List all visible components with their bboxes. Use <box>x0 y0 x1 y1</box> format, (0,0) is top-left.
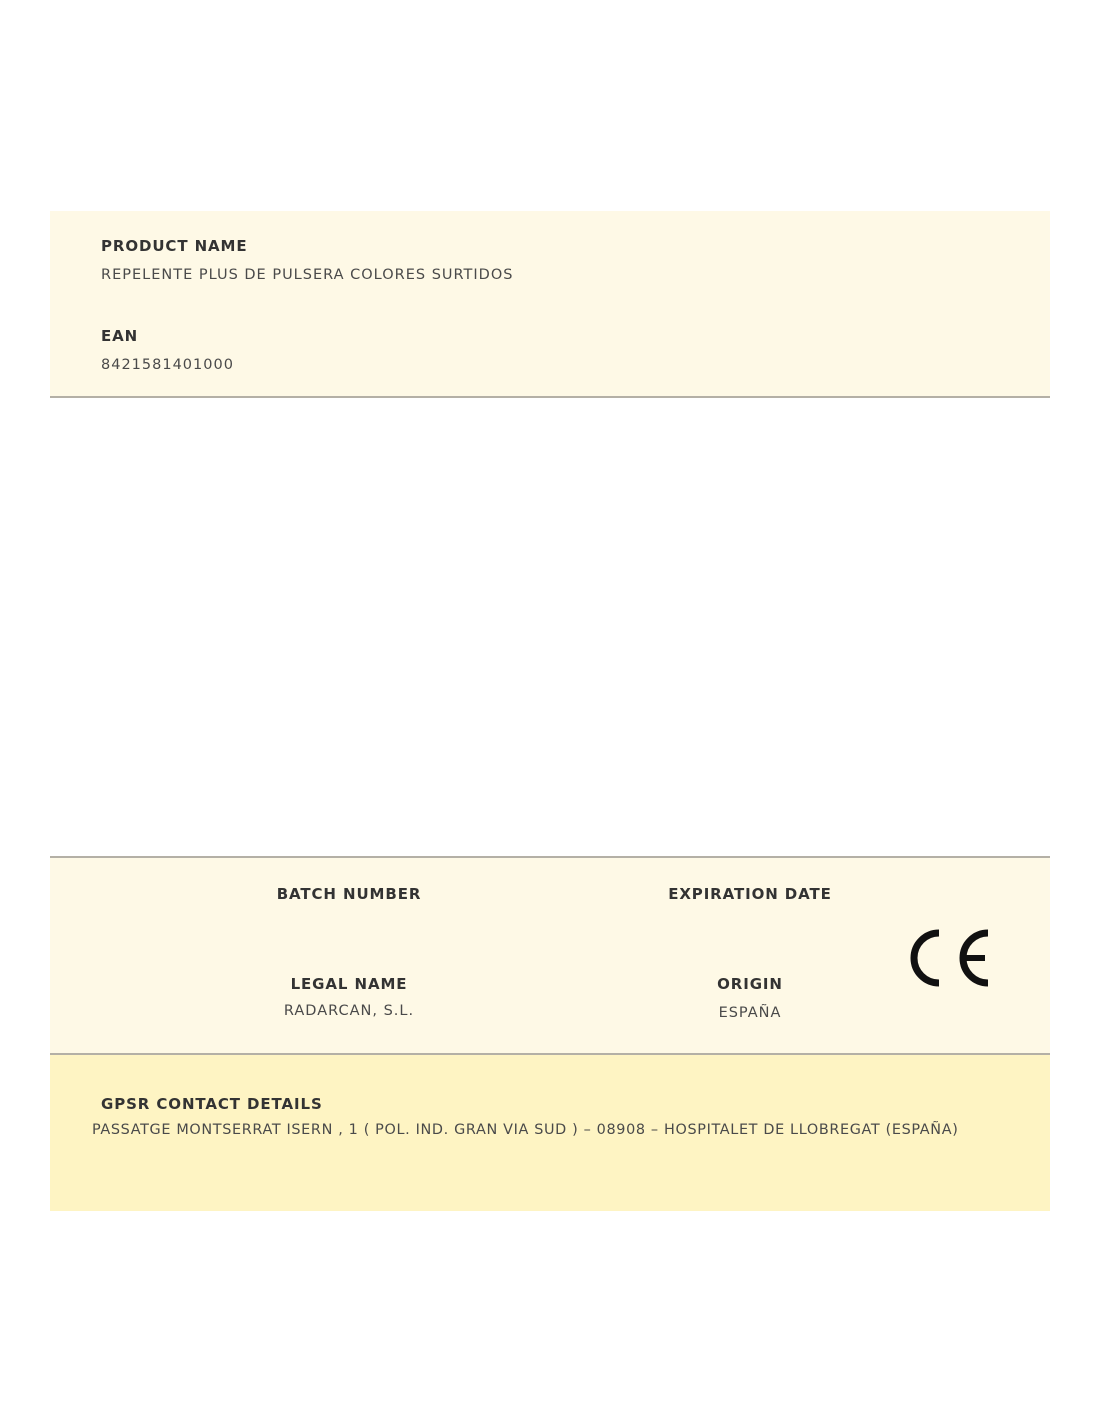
origin-value: ESPAÑA <box>718 1005 782 1021</box>
ean-value: 8421581401000 <box>101 357 234 373</box>
batch-number-label: BATCH NUMBER <box>276 885 422 903</box>
ean-label: EAN <box>101 327 139 345</box>
product-info-panel <box>50 211 1050 398</box>
legal-name-value: RADARCAN, S.L. <box>283 1003 415 1019</box>
expiration-date-label: EXPIRATION DATE <box>668 885 832 903</box>
product-name-value: REPELENTE PLUS DE PULSERA COLORES SURTIDOS <box>101 267 514 283</box>
gpsr-contact-panel <box>50 1055 1050 1211</box>
gpsr-contact-address: PASSATGE MONTSERRAT ISERN , 1 ( POL. IND. GRAN VIA SUD ) – 08908 – HOSPITALET DE LLOBREGAT (ESPAÑA) <box>92 1122 959 1138</box>
origin-label: ORIGIN <box>717 975 783 993</box>
ce-mark-icon <box>907 927 992 989</box>
product-name-label: PRODUCT NAME <box>101 237 248 255</box>
product-details-panel <box>50 856 1050 1055</box>
legal-name-label: LEGAL NAME <box>290 975 408 993</box>
gpsr-contact-label: GPSR CONTACT DETAILS <box>101 1095 323 1113</box>
